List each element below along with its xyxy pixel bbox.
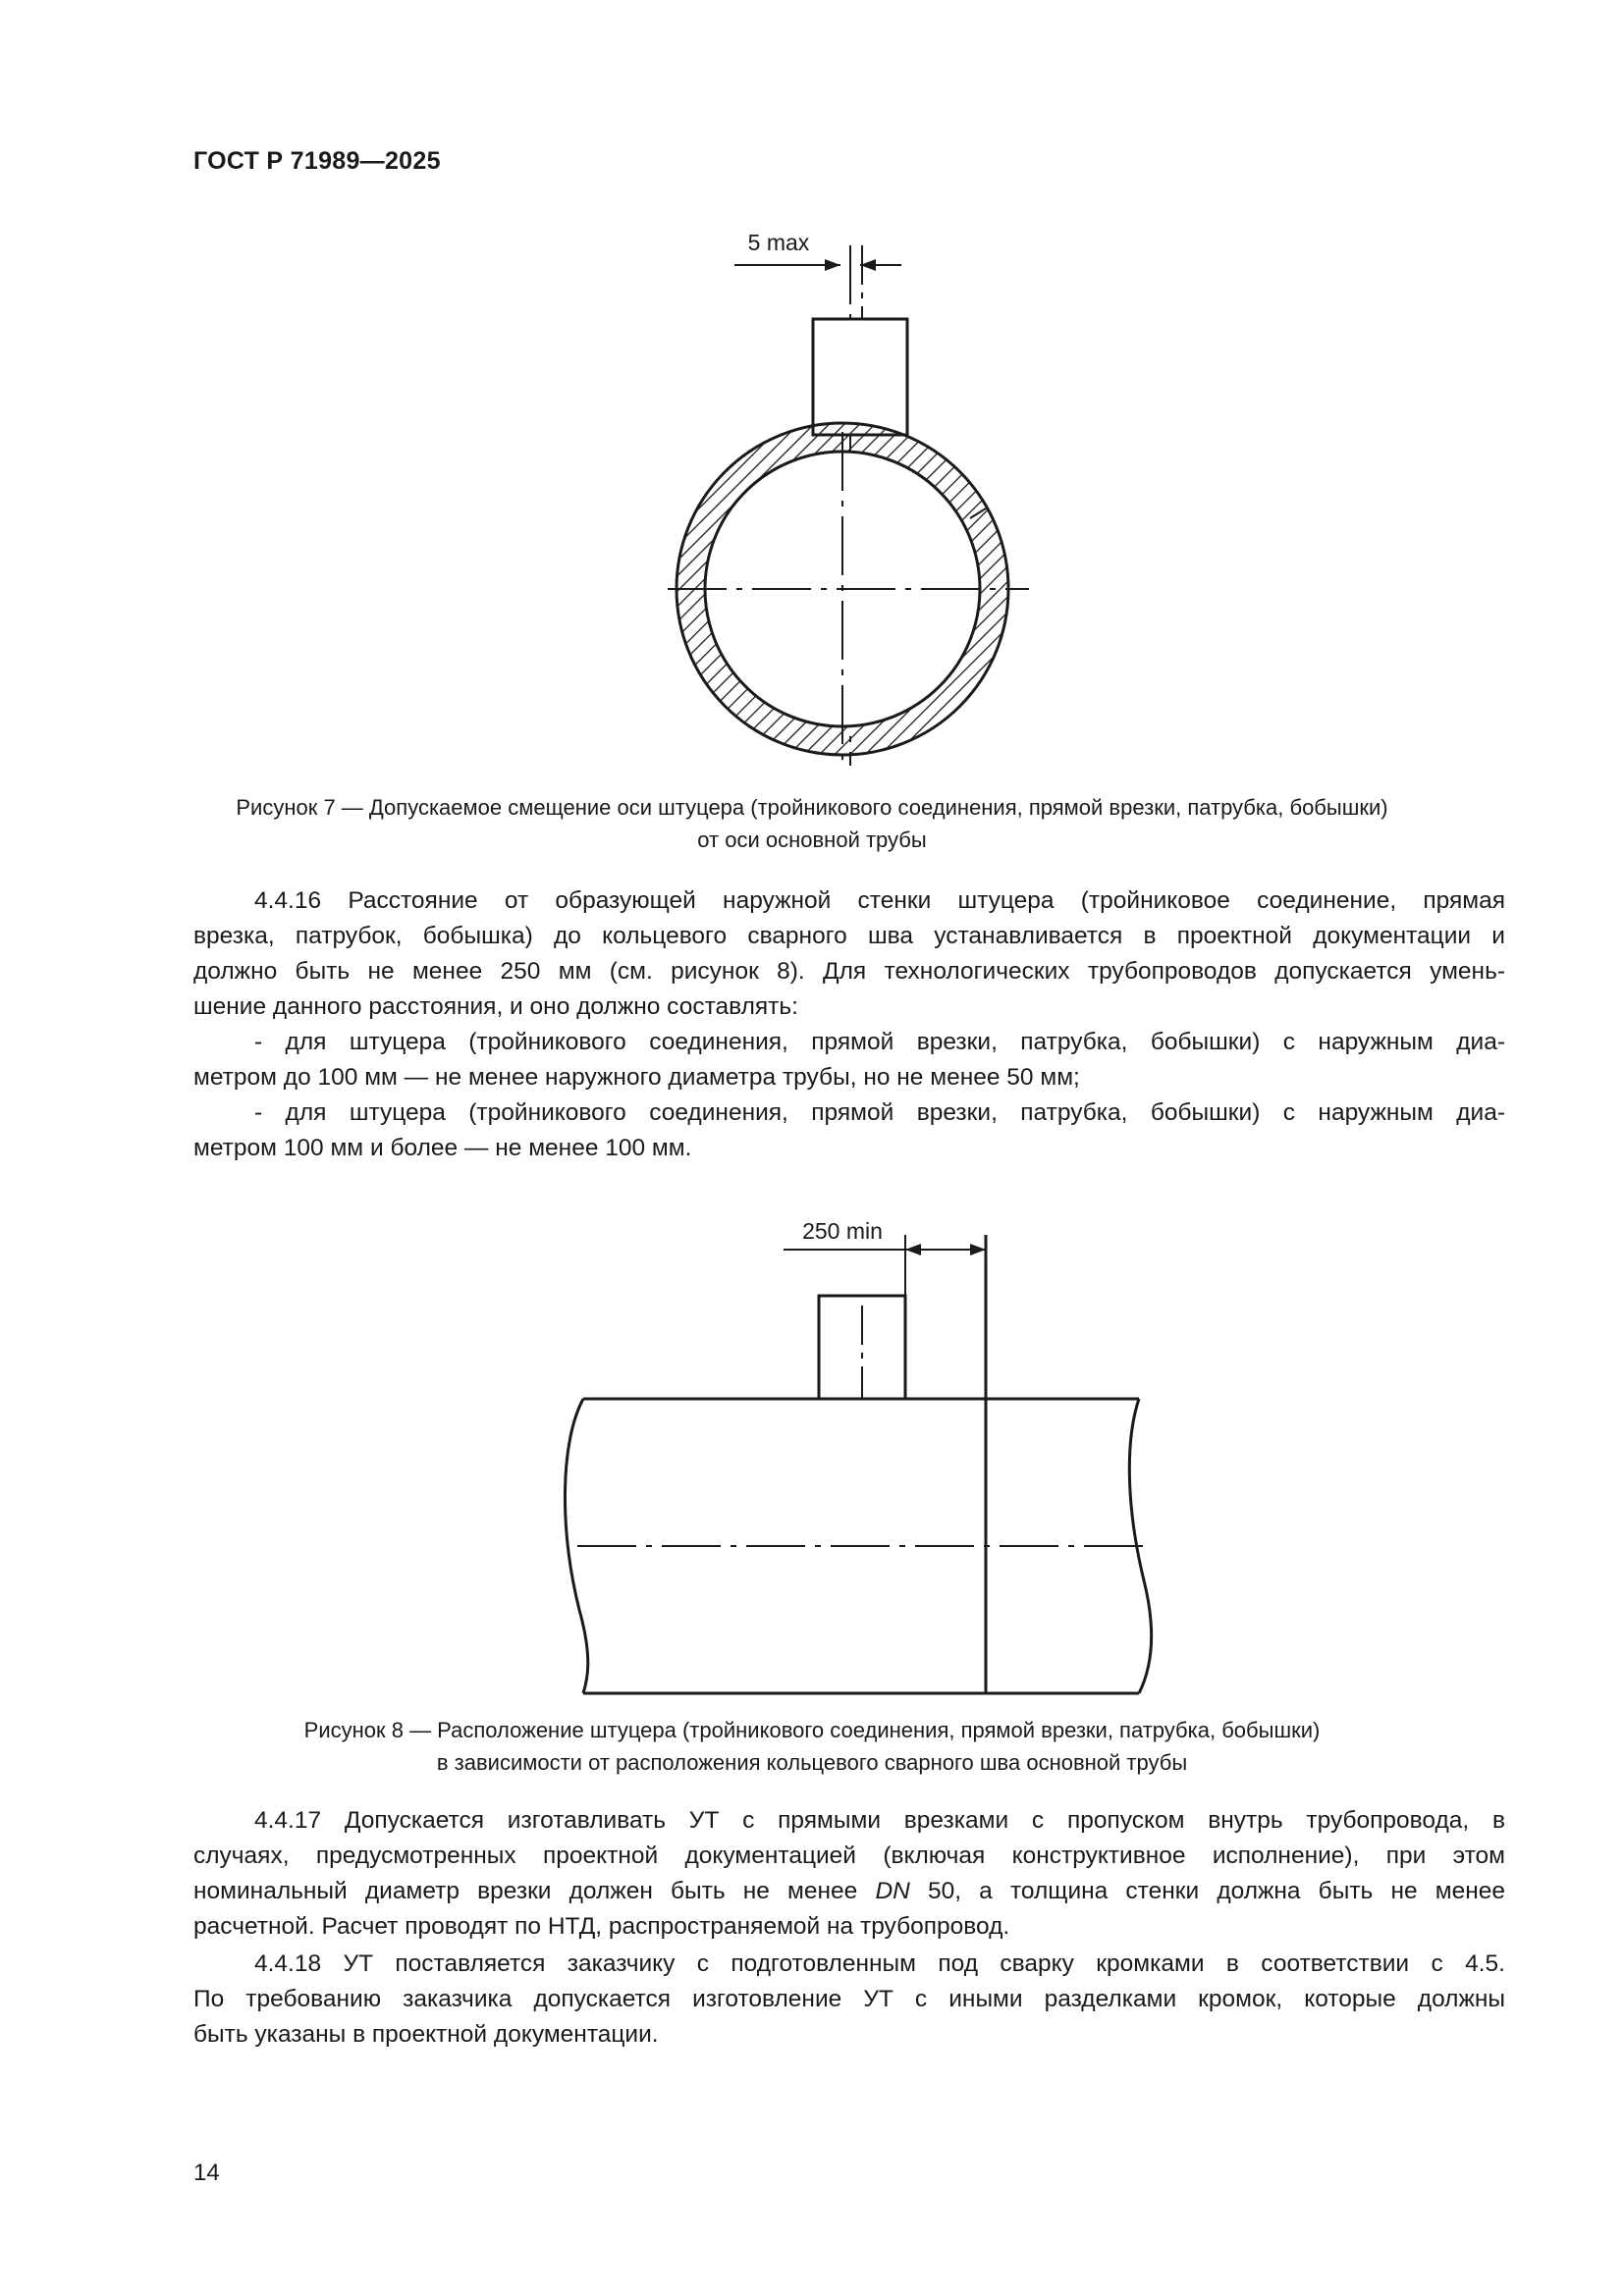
- figure-7-caption-line-1: Рисунок 7 — Допускаемое смещение оси штуцера (тройникового соединения, прямой врезки, патрубка, бобышки): [236, 795, 1388, 820]
- clause-4-4-18: [193, 1947, 1505, 2053]
- list-item-2-line-2: метром 100 мм и более — не менее 100 мм.: [193, 1135, 692, 1161]
- clause-4-4-17-line-3: [193, 1874, 1505, 1909]
- clause-4-4-18-line-3: быть указаны в проектной документации.: [193, 2021, 659, 2048]
- figure-8-caption-line-2: в зависимости от расположения кольцевого сварного шва основной трубы: [436, 1750, 1188, 1775]
- figure-7-drawing: [0, 0, 1624, 785]
- clause-4-4-16-line-3: должно быть не менее 250 мм (см. рисунок 8). Для технологических трубопроводов допускается умень-: [193, 958, 1505, 985]
- clause-4-4-17: [193, 1803, 1505, 1945]
- fig7-dim-label: 5 max: [747, 230, 810, 255]
- clause-4-4-18-line-1: 4.4.18 УТ поставляется заказчику с подготовленным под сварку кромками в соответствии с 4.5.: [254, 1950, 1505, 1977]
- figure-8-drawing: [0, 1178, 1624, 1708]
- clause-4-4-17-line-3-start: номинальный диаметр врезки должен быть не менее: [193, 1878, 876, 1904]
- clause-4-4-17-line-2: случаях, предусмотренных проектной документацией (включая конструктивное исполнение), при этом: [193, 1842, 1505, 1869]
- fig7-branch-pipe: [813, 319, 907, 435]
- page-number: 14: [193, 2160, 220, 2186]
- clause-4-4-17-line-1: 4.4.17 Допускается изготавливать УТ с прямыми врезками с пропуском внутрь трубопровода, в: [254, 1807, 1505, 1834]
- list-item-1-line-2: метром до 100 мм — не менее наружного диаметра трубы, но не менее 50 мм;: [193, 1064, 1080, 1091]
- list-item-2-line-1: - для штуцера (тройникового соединения, прямой врезки, патрубка, бобышки) с наружным диа-: [254, 1099, 1505, 1126]
- clause-4-4-18-line-2: По требованию заказчика допускается изготовление УТ с иными разделками кромок, которые должны: [193, 1986, 1505, 2012]
- fig7-arrow-left: [825, 259, 840, 271]
- clause-4-4-16-line-4: шение данного расстояния, и оно должно составлять:: [193, 993, 798, 1020]
- figure-7-caption-line-2: от оси основной трубы: [697, 828, 927, 852]
- list-item-1-line-1: - для штуцера (тройникового соединения, прямой врезки, патрубка, бобышки) с наружным диа-: [254, 1029, 1505, 1055]
- fig8-dim-label: 250 min: [802, 1218, 883, 1244]
- clause-4-4-17-line-4: расчетной. Расчет проводят по НТД, распространяемой на трубопровод.: [193, 1913, 1010, 1940]
- clause-4-4-16: [193, 883, 1505, 1166]
- nominal-diameter-symbol: DN: [875, 1878, 910, 1904]
- fig8-arrow-right: [970, 1244, 986, 1255]
- document-code-header: ГОСТ Р 71989—2025: [193, 147, 441, 175]
- fig8-arrow-left: [905, 1244, 921, 1255]
- figure-7-caption: [157, 791, 1467, 856]
- clause-4-4-16-line-1: 4.4.16 Расстояние от образующей наружной стенки штуцера (тройниковое соединение, прямая: [254, 887, 1505, 914]
- figure-8-caption-line-1: Рисунок 8 — Расположение штуцера (тройникового соединения, прямой врезки, патрубка, бобышки): [303, 1718, 1321, 1742]
- clause-4-4-17-line-3-end: 50, а толщина стенки должна быть не менее: [909, 1878, 1505, 1904]
- clause-4-4-16-line-2: врезка, патрубок, бобышка) до кольцевого сварного шва устанавливается в проектной документации и: [193, 923, 1505, 949]
- figure-8-caption: [157, 1714, 1467, 1779]
